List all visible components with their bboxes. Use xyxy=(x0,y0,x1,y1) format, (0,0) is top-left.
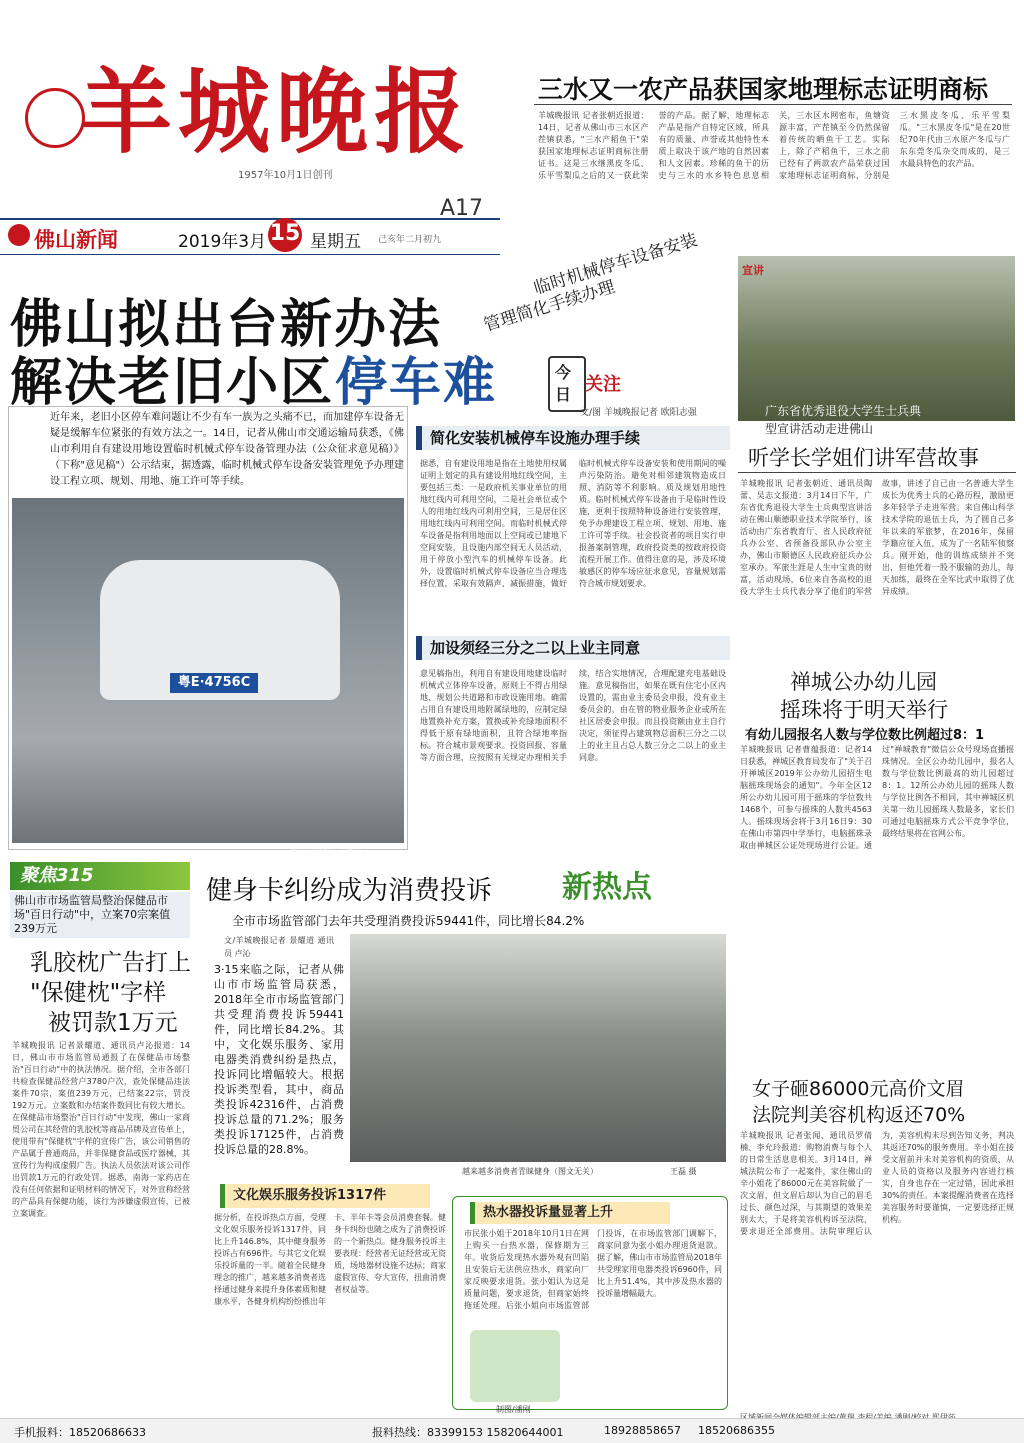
box1-body: 据分析，在投诉热点方面，受理文化娱乐服务投诉1317件，同比上升146.8%，其中健身服务投诉占有696件。与其它文化娱乐投诉量的一半。随着全民健身理念的推广，越来越多消费者选择通过健身来提升身体素质和健康水平，各健身机构纷纷推出年卡、半年卡等会员消费套餐。健身卡纠纷也随之成为了消费投诉的一个新热点。健身服务投诉主要表现：经营者无证经营或无资质，场地器材设施不达标；商家虚假宣传、夸大宣传，扭曲消费者权益等。 xyxy=(214,1213,446,1306)
lead-headline-2: 解决老旧小区 xyxy=(10,352,335,413)
lead-intro: 近年来，老旧小区停车难问题让不少有车一族为之头痛不已，而加建停车设备无疑是缓解车位紧张的有效方法之一。14日，记者从佛山市交通运输局获悉，《佛山市利用自有建设用地设置临时机械式停车设备管理办法（公众征求意见稿）》（下称"意见稿"）公示结束，据透露，临时机械式停车设备安装管理免予办理建设工程立项、规划、用地、施工许可等手续。 xyxy=(50,412,404,487)
license-plate: 粤E·4756C xyxy=(170,673,258,693)
gym-photo xyxy=(350,934,726,1162)
top-story-headline: 三水又一农产品获国家地理标志证明商标 xyxy=(538,75,989,104)
founded-date: 1957年10月1日创刊 xyxy=(238,170,333,181)
lead-subhead-2: 管理简化手续办理 xyxy=(481,277,618,336)
box2-body: 市民张小姐于2018年10月1日在网上购买一台热水器，保修期为三年。收货后发现热水器外观有凹陷且安装后无法供应热水，商家向厂家反映要求退货。张小姐认为这是质量问题，要求退货，但商家始终拖延处理。后张小姐向市场监管部门投诉，在市场监管部门调解下，商家同意为张小姐办理退货退款。据了解，佛山市市场监管局2018年共受理家用电器类投诉6960件，同比上升51.4%，其中涉及热水器的投诉量增幅最大。 xyxy=(464,1229,722,1310)
footer-hotline-1: 手机报料：18520686633 xyxy=(14,1426,146,1439)
section-logo xyxy=(8,224,30,246)
top-story-body: 羊城晚报讯 记者张朝近报道：14日，记者从佛山市三水区产茬镇获悉，"三水产稻鱼干"荣获国家地理标志证明商标注册证书。这是三水继黑皮冬瓜、乐平雪梨瓜之后的又一获此荣誉的产品。据了解，地理标志产品是指产自特定区域，所具有的质量、声誉或其他特性本质上取决于该产地的自然因素和人文因素。珍稀的鱼干的历史与三水的水乡特色息息相关，三水区水网密布，鱼塘资源丰富，产茬镇至今仍然保留着传统的晒鱼干工艺。实际上，除了产稻鱼干，三水之前已经有了两款农产品荣获过国家地理标志证明商标，分别是三水黑皮冬瓜、乐平雪梨瓜。"三水黑皮冬瓜"是在20世纪70年代由三水原产冬瓜与广东东莞冬瓜杂交而成的，是三水最具特色的农产品。 xyxy=(538,111,1010,180)
masthead-logo-mark xyxy=(25,88,85,148)
fitness-intro: 3·15来临之际，记者从佛山市市场监管局获悉，2018年全市市场监管部门共受理消费投诉59441件，同比增长84.2%。其中，文化娱乐服务、家用电器类消费纠纷是热点，投诉同比增幅较大。根据投诉类型看，其中，商品类投诉42316件，占消费投诉总量的71.2%；服务类投诉17125件，占消费投诉总量的28.8%。 xyxy=(214,963,344,1156)
kindergarten-headline-2: 摇珠将于明天举行 xyxy=(780,698,948,722)
lead-headline-highlight: 停车难 xyxy=(335,352,498,413)
veterans-body: 羊城晚报讯 记者张朝近、通讯员陶蕾、吴志文报道：3月14日下午，广东省优秀退役大学生士兵典型宣讲活动在佛山顺德职业技术学院举行，该活动由广东省教育厅、省人民政府征兵办公室、省预备役部队办公室主办，佛山市顺德区人民政府征兵办公室承办。军旅生涯是人生中宝贵的财富，活动现场，6位来自各高校的退役大学生士兵代表分享了他们的军营故事，讲述了自己由一名普通大学生成长为优秀士兵的心路历程，激励更多年轻学子走进军营。来自佛山科学技术学院的退伍士兵，为了圆自己多年以来的军旅梦，在2016年，保留学籍应征入伍，成为了一名陆军侦察兵。刚开始，他的训练成绩并不突出，但他凭着一股不服输的劲儿，每天加练，最终在全军比武中取得了优异成绩。 xyxy=(740,479,1014,596)
column-tag-char-2: 日 xyxy=(555,385,572,404)
veterans-photo xyxy=(738,256,1015,421)
veterans-headline: 听学长学姐们讲军营故事 xyxy=(748,446,979,470)
footer-hotline-2: 报料热线：83399153 15820644001 xyxy=(372,1426,564,1439)
top-story-rule xyxy=(534,104,1012,105)
consumer-side-headline-3: 被罚款1万元 xyxy=(48,1010,178,1036)
eyebrow-headline-1: 女子砸86000元高价文眉 xyxy=(752,1078,965,1100)
lead-subhead-1: 临时机械停车设备安装 xyxy=(531,230,700,299)
column-tag-label: 关注 xyxy=(585,374,621,395)
lead-headline-1: 佛山拟出台新办法 xyxy=(10,294,443,355)
lunar-date: 己亥年二月初九 xyxy=(378,235,442,245)
consumer-badge: 聚焦315 xyxy=(10,862,190,890)
lead-byline: 文/图 羊城晚报记者 欧阳志强 xyxy=(580,408,697,418)
box2-title: 热水器投诉量显著上升 xyxy=(470,1202,670,1224)
fitness-subhead: 全市市场监管部门去年共受理消费投诉59441件，同比增长84.2% xyxy=(232,914,585,928)
column-tag-char-1: 今 xyxy=(555,363,572,382)
section-name: 佛山新闻 xyxy=(34,228,118,252)
veterans-caption-2: 型宣讲活动走进佛山 xyxy=(765,422,874,436)
weekday: 星期五 xyxy=(310,232,361,252)
section1-title: 简化安装机械停车设施办理手续 xyxy=(416,426,730,450)
section2-title: 加设须经三分之二以上业主同意 xyxy=(416,636,730,660)
section1-body: 据悉，自有建设用地是指在土地使用权属证明上划定的具有建设用地红线空间，主要包括三类：一是政府机关事业单位的用地红线内可利用空间，二是社会单位或个人的用地红线内可利用空间，三是居住区用地红线内可利用空间。而临时机械式停车设备是指利用地面以上空间或已建地下空间安装，且设施内部空间无人员活动，用于停放小型汽车的机械停车设备。此外，设置临时机械式停车设备应当合理选择位置，采取有效隔声、减振措施，做好临时机械式停车设备安装和使用期间的噪声污染防治。避免对相邻建筑物造成日照、消防等不利影响。质及规划用地性质。临时机械式停车设备由于是临时性设施，更利于按照特种设备进行安装管理，免予办理建设工程立项、规划、用地、施工许可等手续。社会投资者的项目实行申报备案制管理，政府投资类的按政府投资流程开展工作。值得注意的是，涉及环境敏感区的停车场应征求意见，容量规划需符合城市规划要求。 xyxy=(420,459,726,588)
fitness-headline-highlight: 新热点 xyxy=(562,870,652,905)
date-label: 2019年3月 xyxy=(178,232,267,252)
consumer-side-headline-1: 乳胶枕广告打上 xyxy=(30,950,191,976)
footer-hotline-3: 18928858657 xyxy=(604,1424,681,1437)
masthead-title: 羊城晚报 xyxy=(80,58,473,166)
section2-body: 意见稿指出，利用自有建设用地建设临时机械式立体停车设备，原则上不得占用绿地、规划公共道路和市政设施用地。确需占用自有建设用地附属绿地的，应制定绿地置换补充方案，置换或补充绿地面积不得低于原有绿地面积，且符合绿地率指标。符合城市景观要求。投资回报、容量等方面合理，应按照有关规定办理相关手续，结合实地情况，合理配建充电基础设施。意见稿指出，如果在既有住宅小区内设置的，需由业主委员会申报，没有业主委员会的，由在管的物业服务企业或所在社区居委会申报。而且投资额由业主自行决定，须征得占建筑物总面积三分之二以上的业主且占总人数三分之二以上的业主同意。 xyxy=(420,669,726,762)
consumer-side-headline-2: "保健枕"字样 xyxy=(30,980,167,1006)
footer-hotline-4: 18520686355 xyxy=(698,1424,775,1437)
veterans-banner: 宣讲 xyxy=(742,264,764,277)
gym-photo-credit: 王磊 摄 xyxy=(670,1167,697,1176)
veterans-rule xyxy=(738,472,1016,473)
kindergarten-headline-1: 禅城公办幼儿园 xyxy=(790,670,937,694)
veterans-caption-1: 广东省优秀退役大学生士兵典 xyxy=(765,404,922,418)
box1-title: 文化娱乐服务投诉1317件 xyxy=(220,1184,430,1208)
consumer-side-head: 佛山市市场监管局整治保健品市场"百日行动"中，立案70宗案值239万元 xyxy=(14,894,171,935)
kindergarten-subhead: 有幼儿园报名人数与学位数比例超过8：1 xyxy=(745,728,985,743)
fitness-byline: 文/羊城晚报记者 景耀道 通讯员 卢沁 xyxy=(224,936,334,958)
page-number: A17 xyxy=(440,196,484,221)
gym-photo-caption: 越来越多消费者青睐健身（图文无关） xyxy=(462,1167,598,1176)
fitness-headline: 健身卡纠纷成为消费投诉 xyxy=(206,876,493,906)
kindergarten-body: 羊城晚报讯 记者曹蕴报道：记者14日获悉，禅城区教育局发布了"关于召开禅城区2019年公办幼儿园招生电脑摇珠现场会的通知"。今年全区12所公办幼儿园可用于摇珠的学位数共1468个，可参与摇珠的人数共4563人。摇珠现场会将于3月16日9：30在佛山市第四中学举行，电脑摇珠录取由禅城区公证处现场进行公证。通过"禅城教育"微信公众号现场直播摇珠情况。全区公办幼儿园中，报名人数与学位数比例最高的幼儿园超过8：1。12所公办幼儿园的摇珠人数与学位比例各不相同，其中禅城区机关第一幼儿园摇珠人数最多，家长们可通过电脑摇珠方式公平竞争学位，最终结果将在官网公布。 xyxy=(740,745,1014,850)
eyebrow-headline-2: 法院判美容机构返还70% xyxy=(752,1104,966,1126)
box2-credit: 制图/潘刚 xyxy=(496,1405,531,1414)
day-number: 15 xyxy=(269,221,301,246)
consumer-side-body: 羊城晚报讯 记者景耀道、通讯员卢沁报道：14日，佛山市市场监管局通报了在保健品市场整治"百日行动"中的执法情况。据介绍，全市各部门共检查保健品经营户3780户次，查处保健品违法案件70宗，案值239万元，已结案22宗，罚没192万元。立案数和办结案件数同比有较大增长。在保健品市场整治"百日行动"中发现，佛山一家商贸公司在其经营的乳胶枕等商品吊牌及宣传单上，使用带有"保健枕"字样的宣传广告，该公司销售的产品属于普通商品，并非保健食品或医疗器械，其宣传行为构成虚假广告。执法人员依法对该公司作出罚款1万元的行政处罚。据悉，南海一家药店在没有任何依据和证明材料的情况下，对外宣称经营的产品具有保健功能，该行为涉嫌虚假宣传，已被立案调查。 xyxy=(12,1041,190,1218)
water-heater-illustration xyxy=(470,1330,560,1402)
eyebrow-body: 羊城晚报讯 记者张闻、通讯员罗倩楠、李允玲报道：购物消费与每个人的日常生活息息相关。3月14日，禅城法院公布了一起案件，家住佛山的辛小姐花了86000元在美容院做了一次文眉，但文眉后却认为自己的眉毛过长、颜色过深，与其期望的效果差别太大，于是将美容机构诉至法院，要求退还全部费用。法院审理后认为，美容机构未尽到告知义务，判决其返还70%的服务费用。辛小姐在接受文眉前并未对美容机构的资质、从业人员的资格以及服务内容进行核实，自身也存在一定过错，因此承担30%的责任。本案提醒消费者在选择美容服务时要谨慎，一定要选择正规机构。 xyxy=(740,1131,1014,1236)
parking-photo-caption: 临时机械式停车设备 xyxy=(290,843,362,852)
